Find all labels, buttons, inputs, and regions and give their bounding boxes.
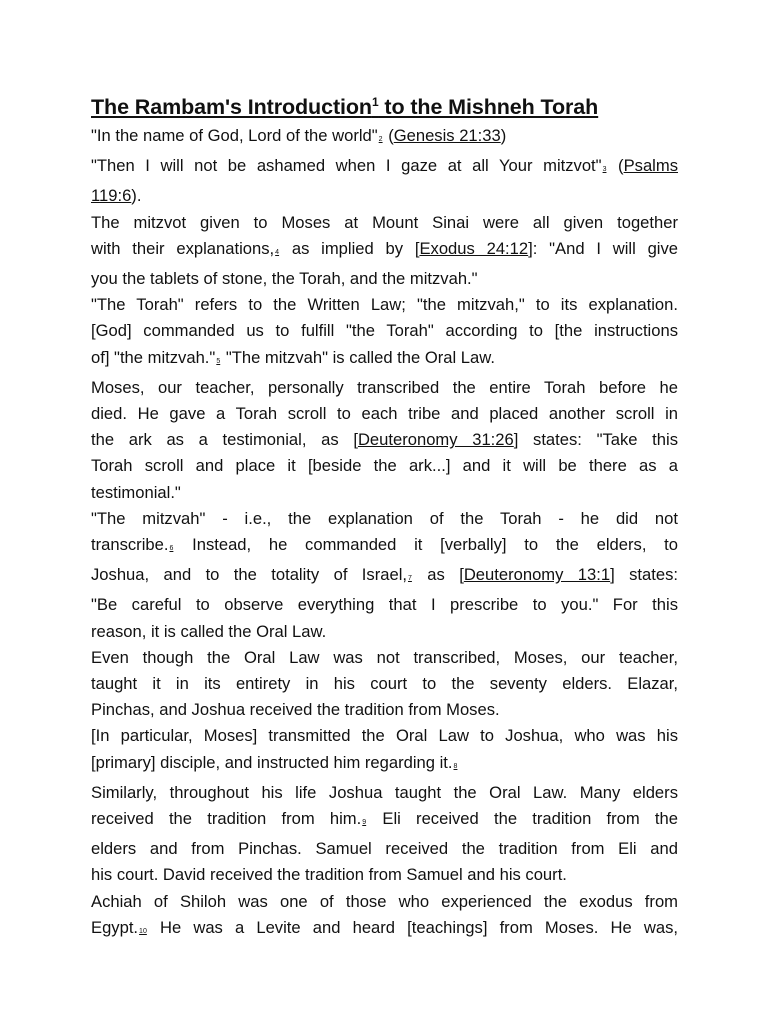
text-line xyxy=(91,671,678,697)
text-run: elders and from Pinchas. Samuel received the tradition from Eli and xyxy=(91,839,678,859)
text-line xyxy=(91,236,678,266)
text-run: Egypt. xyxy=(91,917,139,937)
footnote-marker[interactable]: 10 xyxy=(139,927,147,935)
paragraph xyxy=(91,506,678,645)
text-run: "Be careful to observe everything that I prescribe to you." For this xyxy=(91,595,678,615)
text-line xyxy=(91,723,678,749)
text-run: of] "the mitzvah." xyxy=(91,347,216,367)
text-run: received the tradition from him. xyxy=(91,809,362,829)
document-page xyxy=(91,92,678,945)
text-line xyxy=(91,645,678,671)
text-line xyxy=(91,210,678,236)
text-run: ( xyxy=(607,156,624,176)
title-text: The Rambam's Introduction xyxy=(91,95,372,119)
paragraph xyxy=(91,645,678,724)
text-line xyxy=(91,562,678,592)
text-run: as implied by [ xyxy=(280,238,420,258)
text-line xyxy=(91,697,678,723)
text-line xyxy=(91,750,678,780)
text-run: Pinchas, and Joshua received the tradition from Moses. xyxy=(91,700,500,720)
text-run: Moses, our teacher, personally transcribed the entire Torah before he xyxy=(91,377,678,397)
text-line xyxy=(91,862,678,888)
text-run: you the tablets of stone, the Torah, and the mitzvah." xyxy=(91,269,478,289)
text-line xyxy=(91,532,678,562)
text-line xyxy=(91,806,678,836)
text-run: his court. David received the tradition from Samuel and his court. xyxy=(91,865,567,885)
text-line xyxy=(91,780,678,806)
footnote-marker[interactable]: 6 xyxy=(169,545,174,553)
text-run: Instead, he commanded it [verbally] to the elders, to xyxy=(174,535,678,555)
text-run: Eli received the tradition from the xyxy=(367,809,678,829)
text-run: reason, it is called the Oral Law. xyxy=(91,621,327,641)
text-run: "The mitzvah" is called the Oral Law. xyxy=(221,347,495,367)
text-run: transcribe. xyxy=(91,535,169,555)
paragraph xyxy=(91,780,678,889)
text-line xyxy=(91,915,678,945)
text-run: "The Torah" refers to the Written Law; "the mitzvah," to its explanation. xyxy=(91,295,678,315)
text-run: "In the name of God, Lord of the world" xyxy=(91,126,378,145)
text-run: He was a Levite and heard [teachings] from Moses. He was, xyxy=(147,917,678,937)
text-run: testimonial." xyxy=(91,482,181,502)
text-line xyxy=(91,292,678,318)
text-line xyxy=(91,153,678,183)
citation-link[interactable]: Genesis 21:33 xyxy=(393,126,501,145)
text-run: The mitzvot given to Moses at Mount Sinai were all given together xyxy=(91,212,678,232)
paragraph xyxy=(91,123,678,153)
text-run: [In particular, Moses] transmitted the Oral Law to Joshua, who was his xyxy=(91,726,678,746)
citation-link[interactable]: 119:6 xyxy=(91,186,132,206)
text-run: ) xyxy=(500,126,507,145)
title-footnote-marker[interactable]: 1 xyxy=(371,95,379,109)
paragraph xyxy=(91,889,678,945)
footnote-marker[interactable]: 4 xyxy=(275,248,280,256)
footnote-marker[interactable]: 9 xyxy=(362,819,367,827)
text-run: Even though the Oral Law was not transcribed, Moses, our teacher, xyxy=(91,647,678,667)
paragraph xyxy=(91,723,678,779)
paragraph xyxy=(91,210,678,293)
text-line xyxy=(91,345,678,375)
paragraph xyxy=(91,292,678,375)
text-line xyxy=(91,506,678,532)
text-run: "Then I will not be ashamed when I gaze at all Your mitzvot" xyxy=(91,156,602,176)
text-run: with their explanations, xyxy=(91,238,275,258)
text-run: ]: "And I will give xyxy=(528,238,679,258)
text-run: taught it in its entirety in his court to the seventy elders. Elazar, xyxy=(91,674,678,694)
text-line xyxy=(91,266,678,292)
citation-link[interactable]: Exodus 24:12 xyxy=(419,238,529,258)
text-line xyxy=(91,480,678,506)
citation-link[interactable]: Deuteronomy 13:1 xyxy=(463,565,611,585)
paragraph xyxy=(91,375,678,506)
footnote-marker[interactable]: 7 xyxy=(408,575,412,583)
text-line xyxy=(91,889,678,915)
footnote-marker[interactable]: 2 xyxy=(378,136,383,143)
footnote-marker[interactable]: 8 xyxy=(453,762,458,770)
text-line xyxy=(91,123,678,153)
title-text-rest: to the Mishneh Torah xyxy=(378,95,599,119)
text-line xyxy=(91,836,678,862)
text-run: Achiah of Shiloh was one of those who experienced the exodus from xyxy=(91,891,678,911)
footnote-marker[interactable]: 3 xyxy=(602,166,607,174)
text-run: ] states: xyxy=(610,565,678,585)
citation-link[interactable]: Deuteronomy 31:26 xyxy=(357,430,514,450)
text-line xyxy=(91,401,678,427)
text-line xyxy=(91,619,678,645)
text-run: ( xyxy=(383,126,394,145)
text-line xyxy=(91,375,678,401)
text-line xyxy=(91,427,678,453)
footnote-marker[interactable]: 5 xyxy=(216,357,221,365)
text-line xyxy=(91,453,678,479)
text-run: Similarly, throughout his life Joshua taught the Oral Law. Many elders xyxy=(91,782,678,802)
text-run: Torah scroll and place it [beside the ark...] and it will be there as a xyxy=(91,456,678,476)
text-run: [God] commanded us to fulfill "the Torah" according to [the instructions xyxy=(91,321,678,341)
paragraph xyxy=(91,153,678,209)
text-run: as [ xyxy=(412,565,464,585)
text-line xyxy=(91,183,678,209)
body-text xyxy=(91,123,678,945)
text-run: the ark as a testimonial, as [ xyxy=(91,430,358,450)
text-run: Joshua, and to the totality of Israel, xyxy=(91,565,407,585)
text-run: ). xyxy=(131,186,142,206)
text-run: [primary] disciple, and instructed him regarding it. xyxy=(91,752,453,772)
text-run: "The mitzvah" - i.e., the explanation of the Torah - he did not xyxy=(91,508,678,528)
text-run: ] states: "Take this xyxy=(513,430,679,450)
page-title xyxy=(91,92,678,122)
text-line xyxy=(91,318,678,344)
citation-link[interactable]: Psalms xyxy=(623,156,678,176)
text-run: died. He gave a Torah scroll to each tribe and placed another scroll in xyxy=(91,404,678,424)
text-line xyxy=(91,592,678,618)
